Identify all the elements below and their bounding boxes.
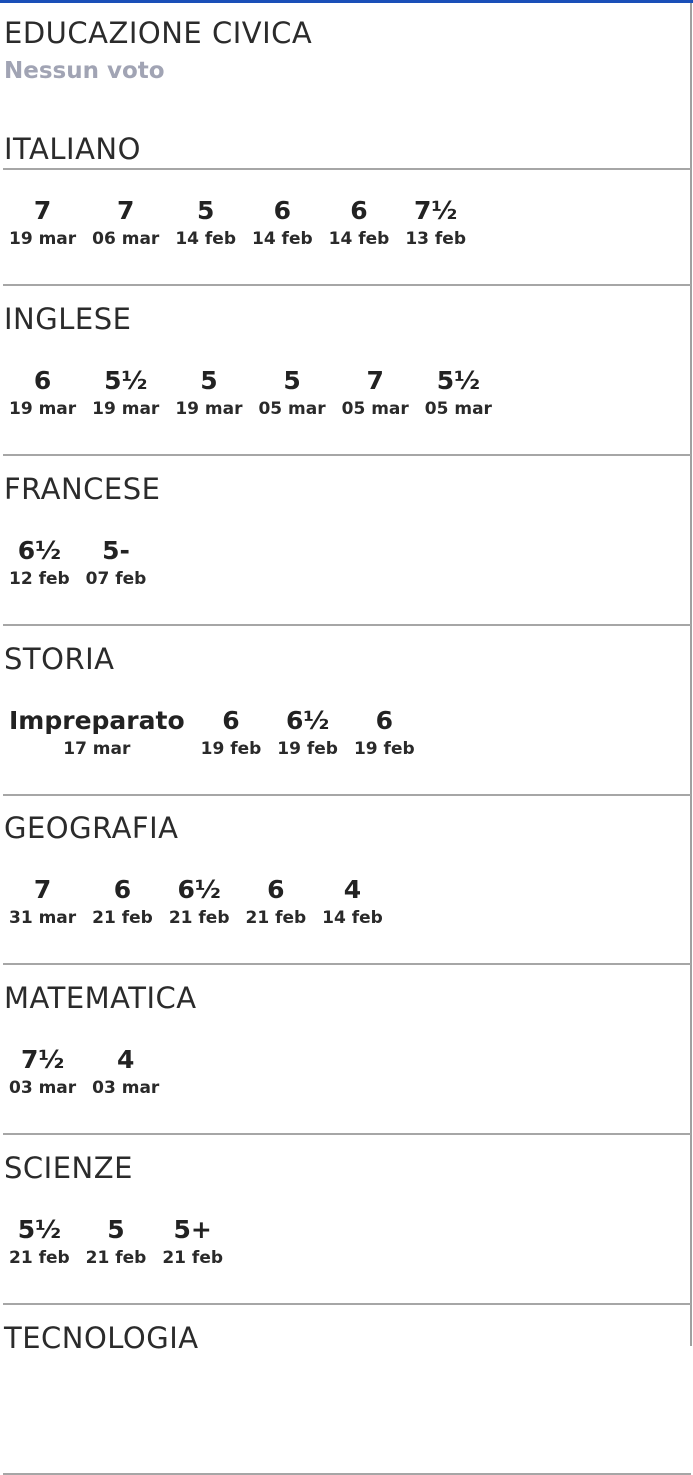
grade-value: 7½ <box>414 196 458 225</box>
grade-value: 7 <box>33 875 52 904</box>
subject-section-inglese <box>3 286 691 456</box>
grade-item[interactable] <box>9 704 185 760</box>
subject-title: SCIENZE <box>4 1151 133 1185</box>
grade-value: 6 <box>350 196 368 225</box>
grade-value: 5 <box>200 366 218 395</box>
grade-value: 7½ <box>20 1045 65 1074</box>
grade-item[interactable] <box>9 364 76 420</box>
subject-title: STORIA <box>4 642 115 676</box>
grade-date: 12 feb <box>9 569 70 589</box>
grade-date: 03 mar <box>9 1078 77 1098</box>
subject-title: FRANCESE <box>4 472 161 506</box>
grade-date: 19 mar <box>92 399 160 419</box>
grades-row <box>9 704 431 760</box>
grade-value: 7 <box>117 196 135 225</box>
grade-date: 31 mar <box>9 908 77 928</box>
grade-date: 19 mar <box>9 229 77 249</box>
grades-row <box>9 1213 239 1269</box>
grade-date: 21 feb <box>85 1248 147 1268</box>
grade-value: 6 <box>273 196 292 225</box>
grades-row <box>9 194 482 250</box>
grade-date: 19 feb <box>200 739 262 759</box>
grade-item[interactable] <box>9 1043 76 1099</box>
subject-section-italiano <box>3 116 691 286</box>
grade-date: 07 feb <box>85 569 147 589</box>
subject-section-francese <box>3 456 691 626</box>
subject-title: TECNOLOGIA <box>4 1321 199 1355</box>
no-grade-label: Nessun voto <box>4 58 165 84</box>
grade-item[interactable] <box>162 1213 223 1269</box>
grade-item[interactable] <box>169 873 230 929</box>
grade-date: 21 feb <box>9 1248 70 1268</box>
grade-item[interactable] <box>9 873 76 929</box>
grade-item[interactable] <box>425 364 492 420</box>
subject-section-geografia <box>3 795 691 965</box>
grade-item[interactable] <box>9 534 70 590</box>
grade-item[interactable] <box>354 704 415 760</box>
grade-value: 4 <box>343 875 362 904</box>
grade-item[interactable] <box>92 364 159 420</box>
subject-title: MATEMATICA <box>4 981 197 1015</box>
subject-section-tecnologia <box>3 1305 691 1475</box>
grade-value: 5- <box>102 536 130 565</box>
grade-value: 5½ <box>436 366 480 395</box>
grade-value: 6 <box>222 706 240 735</box>
grade-item[interactable] <box>175 364 242 420</box>
grade-item[interactable] <box>9 1213 70 1269</box>
grade-value: 7 <box>33 196 52 225</box>
grade-date: 14 feb <box>175 229 236 249</box>
grade-item[interactable] <box>92 194 159 250</box>
grade-value: 6 <box>267 875 285 904</box>
grade-item[interactable] <box>322 873 383 929</box>
grades-row <box>9 364 508 420</box>
grade-value: 5 <box>196 196 215 225</box>
grade-value: Impreparato <box>9 706 185 735</box>
grade-item[interactable] <box>201 704 262 760</box>
grade-date: 17 mar <box>63 739 131 759</box>
grade-item[interactable] <box>258 364 325 420</box>
grade-value: 5½ <box>104 366 148 395</box>
grade-item[interactable] <box>277 704 338 760</box>
grade-date: 05 mar <box>258 399 326 419</box>
grade-date: 21 feb <box>245 908 307 928</box>
subject-title: EDUCAZIONE CIVICA <box>4 16 313 50</box>
grade-value: 5+ <box>173 1215 212 1244</box>
grade-date: 03 mar <box>92 1078 160 1098</box>
grade-value: 7 <box>366 366 384 395</box>
subject-title: GEOGRAFIA <box>4 811 179 845</box>
grade-date: 19 mar <box>9 399 77 419</box>
grade-item[interactable] <box>86 534 147 590</box>
grade-date: 19 mar <box>175 399 243 419</box>
grade-date: 14 feb <box>328 229 390 249</box>
grade-date: 14 feb <box>322 908 383 928</box>
grade-value: 6 <box>375 706 393 735</box>
subject-title: INGLESE <box>4 302 132 336</box>
grade-value: 6½ <box>177 875 221 904</box>
grade-date: 14 feb <box>251 229 313 249</box>
grade-date: 19 feb <box>277 739 338 759</box>
subject-section-scienze <box>3 1135 691 1305</box>
grade-value: 4 <box>117 1045 135 1074</box>
grade-date: 21 feb <box>92 908 153 928</box>
grade-value: 5 <box>283 366 301 395</box>
grade-item[interactable] <box>329 194 390 250</box>
grade-date: 21 feb <box>168 908 230 928</box>
grade-item[interactable] <box>9 194 76 250</box>
grades-row <box>9 1043 175 1099</box>
grades-row <box>9 534 162 590</box>
grade-item[interactable] <box>92 1043 159 1099</box>
grade-value: 5 <box>107 1215 125 1244</box>
grades-row <box>9 873 399 929</box>
grade-date: 13 feb <box>405 229 466 249</box>
grade-date: 05 mar <box>341 399 409 419</box>
grade-item[interactable] <box>342 364 409 420</box>
subject-section-storia <box>3 626 691 796</box>
grade-item[interactable] <box>86 1213 147 1269</box>
grade-date: 06 mar <box>92 229 160 249</box>
grade-date: 19 feb <box>353 739 415 759</box>
grade-item[interactable] <box>246 873 307 929</box>
grade-value: 6 <box>113 875 132 904</box>
subject-section-matematica <box>3 965 691 1135</box>
grade-value: 6 <box>33 366 52 395</box>
grade-value: 5½ <box>17 1215 61 1244</box>
grade-value: 6½ <box>285 706 330 735</box>
grade-item[interactable] <box>252 194 313 250</box>
grade-date: 21 feb <box>162 1248 224 1268</box>
subject-title: ITALIANO <box>4 132 141 166</box>
grade-date: 05 mar <box>424 399 492 419</box>
grade-item[interactable] <box>175 194 236 250</box>
grade-value: 6½ <box>17 536 61 565</box>
grade-item[interactable] <box>405 194 466 250</box>
grade-item[interactable] <box>92 873 153 929</box>
